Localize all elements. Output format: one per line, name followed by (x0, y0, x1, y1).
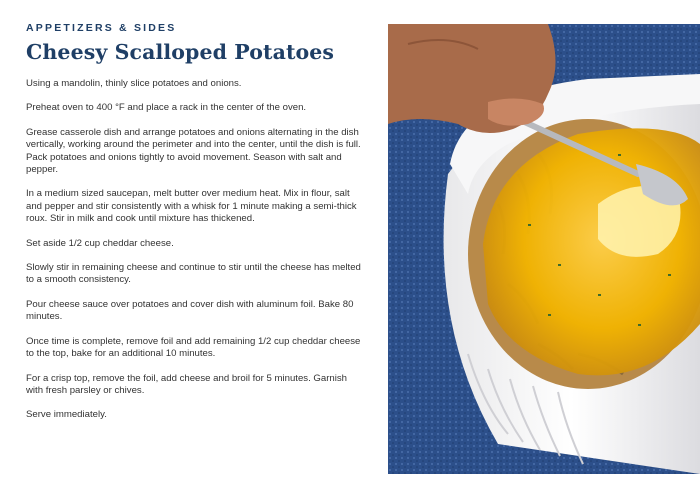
step-4: In a medium sized saucepan, melt butter over medium heat. Mix in flour, salt and pepper and stir consistently with a whisk for 1 minute making a semi-thick roux. Stir in milk and cook until mixture has thickened. (26, 188, 357, 225)
hand (388, 24, 556, 133)
step-10: Serve immediately. (26, 409, 107, 421)
step-5: Set aside 1/2 cup cheddar cheese. (26, 237, 174, 249)
casserole-illustration (388, 24, 700, 474)
step-3: Grease casserole dish and arrange potatoes and onions alternating in the dish vertically, working around the perimeter and into the center, until the dish is full. Pack potatoes and onions tightly to avoid movement. Season with salt and pepper. (26, 126, 361, 176)
category-label: APPETIZERS & SIDES (26, 22, 177, 34)
step-9: For a crisp top, remove the foil, add cheese and broil for 5 minutes. Garnish with fresh parsley or chives. (26, 372, 348, 396)
recipe-steps (26, 78, 366, 422)
step-1: Using a mandolin, thinly slice potatoes and onions. (26, 78, 242, 89)
recipe-title: Cheesy Scalloped Potatoes (26, 40, 335, 64)
step-7: Pour cheese sauce over potatoes and cover dish with aluminum foil. Bake 80 minutes. (26, 298, 354, 323)
scalloped-potatoes (468, 119, 700, 389)
step-6: Slowly stir in remaining cheese and continue to stir until the cheese has melted to a smooth consistency. (26, 262, 361, 286)
recipe-text-column (26, 22, 366, 434)
step-8: Once time is complete, remove foil and add remaining 1/2 cup cheddar cheese to the top, bake for an additional 10 minutes. (26, 335, 361, 360)
casserole-photo (388, 24, 700, 474)
step-2: Preheat oven to 400 °F and place a rack in the center of the oven. (26, 102, 307, 114)
